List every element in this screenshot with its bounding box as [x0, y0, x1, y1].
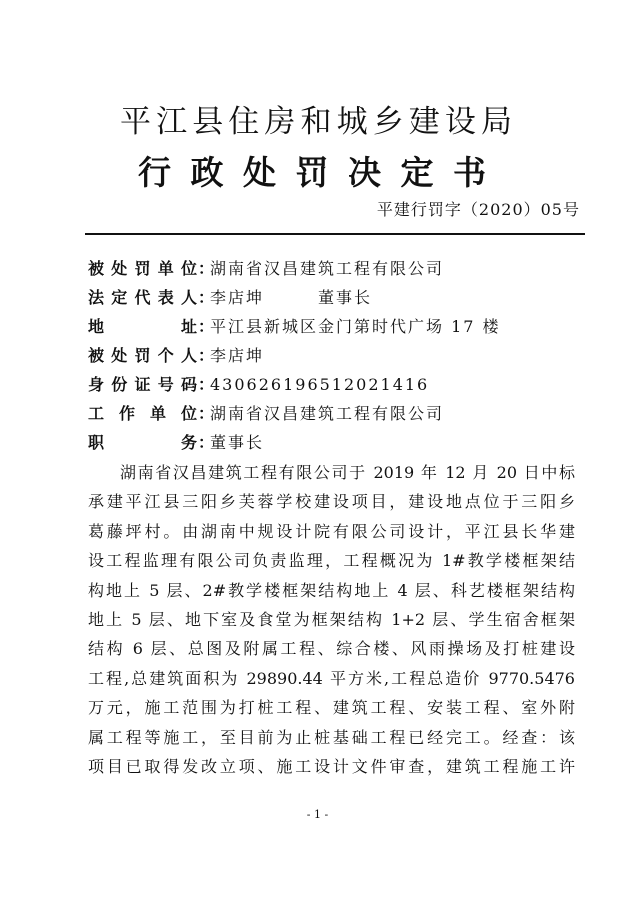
field-label: 被处罚个人	[88, 346, 198, 365]
document-title: 行政处罚决定书	[138, 153, 486, 192]
body-line: 工程,总建筑面积为 29890.44 平方米,工程总造价 9770.5476	[88, 668, 575, 688]
field-label: 职务	[88, 433, 198, 452]
body-line: 设工程监理有限公司负责监理，工程概况为 1#教学楼框架结	[88, 551, 575, 571]
body-line: 构地上 5 层、2#教学楼框架结构地上 4 层、科艺楼框架结构	[88, 580, 575, 600]
body-line: 地上 5 层、地下室及食堂为框架结构 1+2 层、学生宿舍框架	[88, 609, 575, 629]
field-value: 平江县新城区金门第时代广场 17 楼	[210, 317, 501, 336]
body-line: 葛藤坪村。由湖南中规设计院有限公司设计，平江县长华建	[88, 521, 575, 541]
field-row	[88, 372, 501, 401]
body-line: 属工程等施工，至目前为止桩基础工程已经完工。经查：该	[88, 727, 575, 747]
body-line: 承建平江县三阳乡芙蓉学校建设项目，建设地点位于三阳乡	[88, 492, 575, 512]
body-line: 项目已取得发改立项、施工设计文件审查，建筑工程施工许	[88, 756, 575, 776]
field-colon: ：	[198, 404, 215, 423]
field-row	[88, 401, 501, 430]
field-row	[88, 343, 501, 372]
field-colon: ：	[198, 375, 215, 394]
field-value: 湖南省汉昌建筑工程有限公司	[210, 404, 445, 423]
field-value: 李店坤 董事长	[210, 288, 373, 307]
field-label: 地址	[88, 317, 198, 336]
document-number: 平建行罚字（2020）05号	[376, 200, 580, 219]
field-value: 李店坤	[210, 346, 265, 365]
field-row	[88, 314, 501, 343]
body-paragraph	[88, 460, 575, 783]
agency-name: 平江县住房和城乡建设局	[120, 104, 512, 140]
field-label: 工作单位	[88, 404, 198, 423]
field-label: 被处罚单位	[88, 259, 198, 278]
field-value: 董事长	[210, 433, 265, 452]
field-colon: ：	[198, 288, 215, 307]
body-line: 万元，施工范围为打桩工程、建筑工程、安装工程、室外附	[88, 698, 575, 718]
page-number: - 1 -	[306, 808, 329, 821]
field-value: 430626196512021416	[210, 375, 430, 394]
body-line: 结构 6 层、总图及附属工程、综合楼、风雨操场及打桩建设	[88, 639, 575, 659]
field-value: 湖南省汉昌建筑工程有限公司	[210, 259, 445, 278]
field-row	[88, 256, 501, 285]
field-label: 法定代表人	[88, 288, 198, 307]
field-colon: ：	[198, 433, 215, 452]
party-info	[88, 256, 501, 459]
field-colon: ：	[198, 317, 215, 336]
field-colon: ：	[198, 259, 215, 278]
field-colon: ：	[198, 346, 215, 365]
field-row	[88, 430, 501, 459]
body-line: 湖南省汉昌建筑工程有限公司于 2019 年 12 月 20 日中标	[120, 463, 575, 482]
field-row	[88, 285, 501, 314]
header-divider	[85, 233, 585, 235]
field-label: 身份证号码	[88, 375, 198, 394]
